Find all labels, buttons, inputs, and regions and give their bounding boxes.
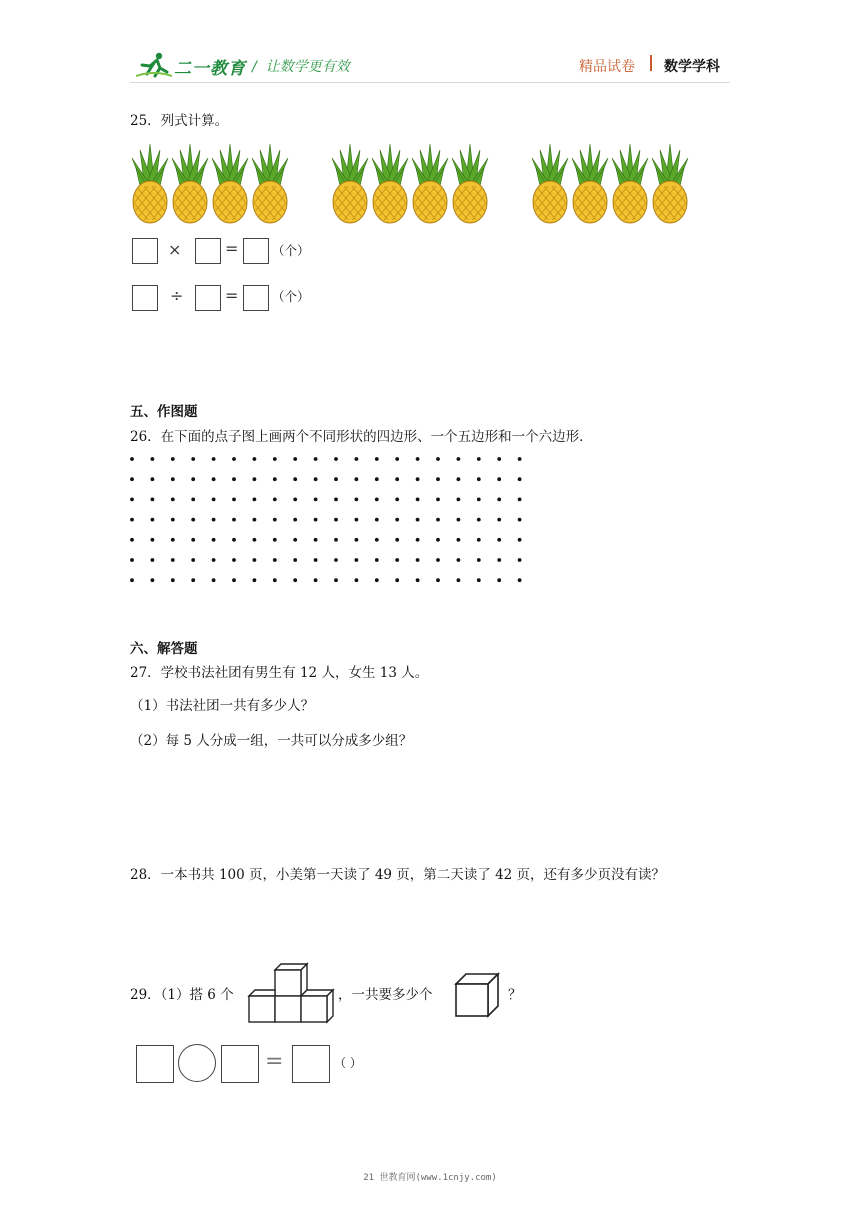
grid-dot[interactable] [151,457,155,461]
grid-dot[interactable] [375,538,379,542]
grid-dot[interactable] [171,457,175,461]
grid-dot[interactable] [375,578,379,582]
grid-dot[interactable] [293,538,297,542]
grid-dot[interactable] [253,538,257,542]
grid-dot[interactable] [191,477,195,481]
grid-dot[interactable] [375,457,379,461]
grid-dot[interactable] [416,578,420,582]
grid-dot[interactable] [293,498,297,502]
grid-dot[interactable] [457,477,461,481]
grid-dot[interactable] [314,477,318,481]
grid-dot[interactable] [518,498,522,502]
grid-dot[interactable] [416,558,420,562]
grid-dot[interactable] [171,558,175,562]
grid-dot[interactable] [334,477,338,481]
grid-dot[interactable] [477,538,481,542]
grid-dot[interactable] [334,457,338,461]
grid-dot[interactable] [457,578,461,582]
q26-text: 26．在下面的点子图上画两个不同形状的四边形、一个五边形和一个六边形． [130,429,593,445]
header-divider [130,82,730,83]
grid-dot[interactable] [477,498,481,502]
unit-label: （个） [272,243,310,258]
grid-dot[interactable] [334,518,338,522]
grid-dot[interactable] [334,578,338,582]
answer-box[interactable] [221,1045,259,1083]
grid-dot[interactable] [518,538,522,542]
grid-dot[interactable] [130,457,134,461]
grid-dot[interactable] [253,578,257,582]
grid-dot[interactable] [477,518,481,522]
grid-dot[interactable] [355,498,359,502]
grid-dot[interactable] [171,538,175,542]
grid-dot[interactable] [212,518,216,522]
grid-dot[interactable] [232,518,236,522]
grid-dot[interactable] [212,538,216,542]
grid-dot[interactable] [457,518,461,522]
grid-dot[interactable] [212,558,216,562]
grid-dot[interactable] [497,558,501,562]
header-separator [650,55,652,71]
q25-title: 25．列式计算。 [130,113,229,129]
grid-dot[interactable] [212,498,216,502]
grid-dot[interactable] [518,558,522,562]
grid-dot[interactable] [518,518,522,522]
grid-dot[interactable] [232,498,236,502]
grid-dot[interactable] [416,538,420,542]
grid-dot[interactable] [191,558,195,562]
grid-dot[interactable] [395,538,399,542]
answer-box[interactable] [243,238,269,264]
grid-dot[interactable] [273,558,277,562]
grid-dot[interactable] [436,538,440,542]
grid-dot[interactable] [151,477,155,481]
grid-dot[interactable] [395,558,399,562]
cube-stack-icon [247,962,337,1024]
paren-blank: （ ） [334,1056,362,1070]
grid-dot[interactable] [497,498,501,502]
grid-dot[interactable] [212,477,216,481]
grid-dot[interactable] [477,558,481,562]
q29-suffix: ？ [508,987,522,1003]
grid-dot[interactable] [355,538,359,542]
grid-dot[interactable] [334,538,338,542]
grid-dot[interactable] [293,477,297,481]
grid-dot[interactable] [457,538,461,542]
operator-circle[interactable] [178,1044,216,1082]
grid-dot[interactable] [232,538,236,542]
grid-dot[interactable] [253,518,257,522]
grid-dot[interactable] [130,558,134,562]
grid-dot[interactable] [436,498,440,502]
grid-dot[interactable] [130,477,134,481]
grid-dot[interactable] [232,578,236,582]
grid-dot[interactable] [334,498,338,502]
answer-box[interactable] [243,285,269,311]
grid-dot[interactable] [395,578,399,582]
grid-dot[interactable] [355,578,359,582]
grid-dot[interactable] [151,498,155,502]
grid-dot[interactable] [395,477,399,481]
grid-dot[interactable] [477,457,481,461]
grid-dot[interactable] [293,578,297,582]
answer-box[interactable] [132,285,158,311]
grid-dot[interactable] [416,518,420,522]
grid-dot[interactable] [253,558,257,562]
footer-text: 21 世教育网(www.1cnjy.com) [363,1173,497,1183]
grid-dot[interactable] [497,538,501,542]
q27-text: 27．学校书法社团有男生有 12 人，女生 13 人。 [130,665,429,681]
grid-dot[interactable] [171,578,175,582]
section-6-title: 六、解答题 [130,641,198,657]
section-5-title: 五、作图题 [130,404,198,420]
grid-dot[interactable] [171,498,175,502]
grid-dot[interactable] [151,578,155,582]
grid-dot[interactable] [314,457,318,461]
grid-dot[interactable] [130,538,134,542]
grid-dot[interactable] [232,558,236,562]
header-subject: 数学学科 [664,59,720,75]
grid-dot[interactable] [436,558,440,562]
grid-dot[interactable] [497,578,501,582]
answer-box[interactable] [292,1045,330,1083]
grid-dot[interactable] [477,578,481,582]
equals-sign: = [225,239,239,258]
answer-box[interactable] [195,238,221,264]
grid-dot[interactable] [130,578,134,582]
divide-sign: ÷ [170,286,184,305]
grid-dot[interactable] [375,477,379,481]
pineapple-groups [128,142,698,226]
grid-dot[interactable] [232,477,236,481]
grid-dot[interactable] [457,558,461,562]
grid-dot[interactable] [497,518,501,522]
grid-dot[interactable] [416,477,420,481]
grid-dot[interactable] [334,558,338,562]
grid-dot[interactable] [293,457,297,461]
grid-dot[interactable] [314,518,318,522]
grid-dot[interactable] [191,518,195,522]
grid-dot[interactable] [395,498,399,502]
grid-dot[interactable] [314,578,318,582]
grid-dot[interactable] [436,457,440,461]
grid-dot[interactable] [395,457,399,461]
grid-dot[interactable] [253,498,257,502]
grid-dot[interactable] [314,558,318,562]
grid-dot[interactable] [273,477,277,481]
grid-dot[interactable] [273,518,277,522]
q29-middle: ，一共要多少个 [338,987,433,1003]
multiply-sign: × [168,240,182,259]
grid-dot[interactable] [314,538,318,542]
q27-sub2: （2）每 5 人分成一组，一共可以分成多少组？ [130,733,413,749]
grid-dot[interactable] [212,457,216,461]
grid-dot[interactable] [497,477,501,481]
grid-dot[interactable] [151,538,155,542]
grid-dot[interactable] [151,518,155,522]
grid-dot[interactable] [212,578,216,582]
grid-dot[interactable] [232,457,236,461]
grid-dot[interactable] [416,457,420,461]
q28-text: 28．一本书共 100 页，小美第一天读了 49 页，第二天读了 42 页，还有多少页没有读？ [130,867,666,883]
grid-dot[interactable] [457,457,461,461]
grid-dot[interactable] [253,477,257,481]
grid-dot[interactable] [191,498,195,502]
grid-dot[interactable] [293,558,297,562]
grid-dot[interactable] [518,578,522,582]
grid-dot[interactable] [273,498,277,502]
q29-prefix: 29．（1）搭 6 个 [130,987,234,1003]
grid-dot[interactable] [130,498,134,502]
grid-dot[interactable] [436,477,440,481]
grid-dot[interactable] [355,477,359,481]
cube-icon [454,972,500,1018]
grid-dot[interactable] [355,518,359,522]
grid-dot[interactable] [436,578,440,582]
equals-sign: = [265,1049,284,1074]
grid-dot[interactable] [273,578,277,582]
grid-dot[interactable] [191,538,195,542]
unit-label: （个） [272,289,310,304]
grid-dot[interactable] [518,477,522,481]
grid-dot[interactable] [171,477,175,481]
grid-dot[interactable] [457,498,461,502]
answer-box[interactable] [132,238,158,264]
grid-dot[interactable] [416,498,420,502]
grid-dot[interactable] [355,457,359,461]
grid-dot[interactable] [375,498,379,502]
grid-dot[interactable] [191,578,195,582]
grid-dot[interactable] [375,518,379,522]
grid-dot[interactable] [273,457,277,461]
grid-dot[interactable] [171,518,175,522]
grid-dot[interactable] [497,457,501,461]
answer-box[interactable] [136,1045,174,1083]
grid-dot[interactable] [253,457,257,461]
grid-dot[interactable] [477,477,481,481]
grid-dot[interactable] [273,538,277,542]
grid-dot[interactable] [518,457,522,461]
header-right-label: 精品试卷 [579,59,635,75]
dot-grid[interactable] [126,452,526,586]
grid-dot[interactable] [293,518,297,522]
grid-dot[interactable] [395,518,399,522]
grid-dot[interactable] [151,558,155,562]
runner-logo-icon [136,52,172,78]
grid-dot[interactable] [130,518,134,522]
brand-name: 二一教育 [174,59,246,79]
q27-sub1: （1）书法社团一共有多少人？ [130,698,315,714]
grid-dot[interactable] [355,558,359,562]
grid-dot[interactable] [191,457,195,461]
grid-dot[interactable] [375,558,379,562]
grid-dot[interactable] [314,498,318,502]
equals-sign: = [225,286,239,305]
slogan: / 让数学更有效 [252,59,350,75]
grid-dot[interactable] [436,518,440,522]
answer-box[interactable] [195,285,221,311]
